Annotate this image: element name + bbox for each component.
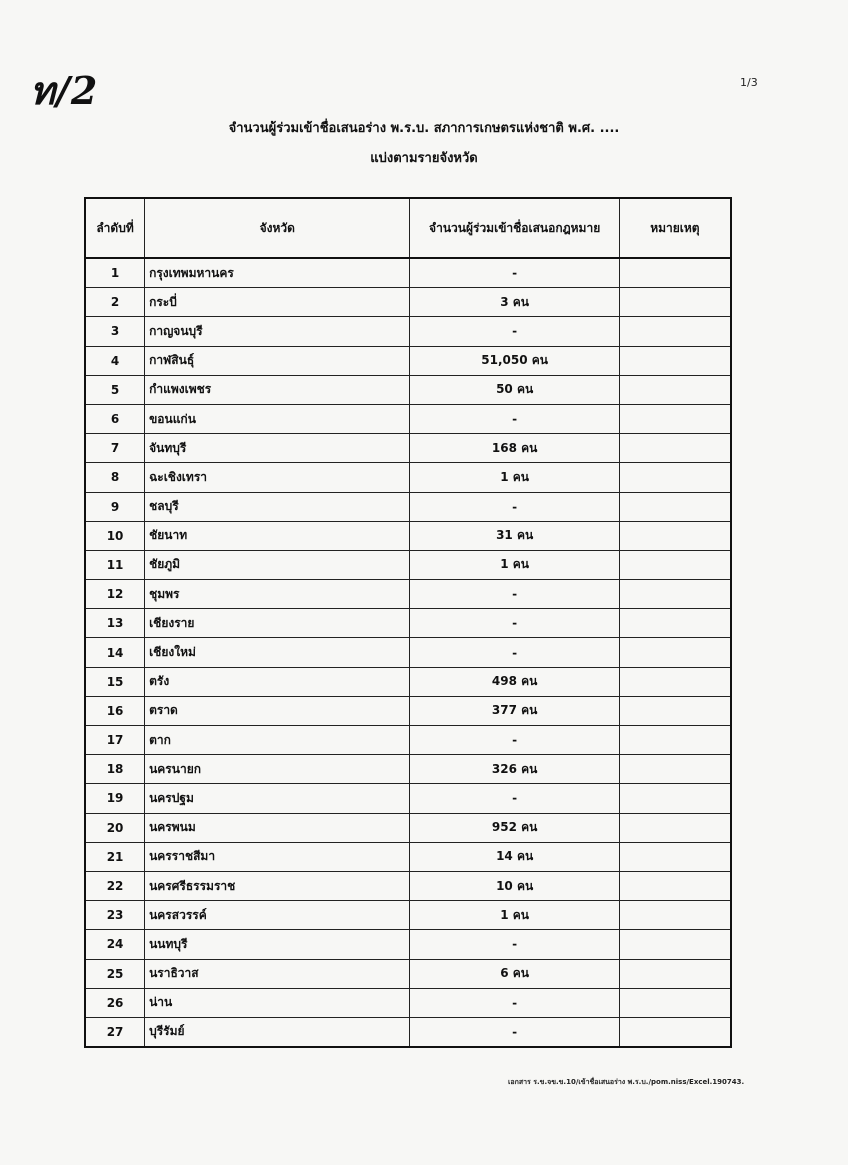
row-count: 1 คน xyxy=(410,901,619,930)
table-row xyxy=(85,492,731,521)
table-row xyxy=(85,288,731,317)
table-body xyxy=(85,258,731,1047)
row-remark xyxy=(619,492,731,521)
table-row xyxy=(85,521,731,550)
row-remark xyxy=(619,696,731,725)
row-province: นครนายก xyxy=(145,755,410,784)
row-remark xyxy=(619,667,731,696)
row-province: ขอนแก่น xyxy=(145,404,410,433)
table-row xyxy=(85,696,731,725)
row-province: นครปฐม xyxy=(145,784,410,813)
row-province: ตาก xyxy=(145,726,410,755)
row-remark xyxy=(619,580,731,609)
row-number: 17 xyxy=(85,726,145,755)
row-number: 25 xyxy=(85,959,145,988)
row-count: - xyxy=(410,317,619,346)
row-count: - xyxy=(410,988,619,1017)
row-count: - xyxy=(410,258,619,288)
row-number: 23 xyxy=(85,901,145,930)
table-header xyxy=(85,198,731,258)
row-province: ชลบุรี xyxy=(145,492,410,521)
row-remark xyxy=(619,346,731,375)
row-count: 326 คน xyxy=(410,755,619,784)
row-number: 14 xyxy=(85,638,145,667)
table-row xyxy=(85,638,731,667)
table-row xyxy=(85,901,731,930)
row-remark xyxy=(619,988,731,1017)
row-count: - xyxy=(410,784,619,813)
table-row xyxy=(85,988,731,1017)
row-remark xyxy=(619,550,731,579)
row-number: 20 xyxy=(85,813,145,842)
handwritten-mark: ท/2 xyxy=(30,68,99,113)
row-province: ตรัง xyxy=(145,667,410,696)
row-number: 9 xyxy=(85,492,145,521)
table-row xyxy=(85,609,731,638)
row-province: นครราชสีมา xyxy=(145,842,410,871)
row-remark xyxy=(619,375,731,404)
table-row xyxy=(85,463,731,492)
row-remark xyxy=(619,901,731,930)
document-subtitle: แบ่งตามรายจังหวัด xyxy=(370,151,478,166)
row-number: 3 xyxy=(85,317,145,346)
table-row xyxy=(85,375,731,404)
row-remark xyxy=(619,317,731,346)
row-province: น่าน xyxy=(145,988,410,1017)
row-number: 7 xyxy=(85,434,145,463)
row-province: กรุงเทพมหานคร xyxy=(145,258,410,288)
table-row xyxy=(85,755,731,784)
row-number: 1 xyxy=(85,258,145,288)
row-province: นราธิวาส xyxy=(145,959,410,988)
row-province: ชุมพร xyxy=(145,580,410,609)
table-row xyxy=(85,580,731,609)
row-province: กาฬสินธุ์ xyxy=(145,346,410,375)
row-province: เชียงราย xyxy=(145,609,410,638)
row-number: 13 xyxy=(85,609,145,638)
table-row xyxy=(85,726,731,755)
row-count: 498 คน xyxy=(410,667,619,696)
row-number: 26 xyxy=(85,988,145,1017)
row-province: นครพนม xyxy=(145,813,410,842)
row-province: กระบี่ xyxy=(145,288,410,317)
row-province: ฉะเชิงเทรา xyxy=(145,463,410,492)
row-remark xyxy=(619,258,731,288)
page-number: 1/3 xyxy=(740,76,758,89)
row-province: นครสวรรค์ xyxy=(145,901,410,930)
row-number: 19 xyxy=(85,784,145,813)
row-remark xyxy=(619,755,731,784)
table-row xyxy=(85,258,731,288)
table-row xyxy=(85,346,731,375)
row-number: 2 xyxy=(85,288,145,317)
row-number: 6 xyxy=(85,404,145,433)
row-number: 12 xyxy=(85,580,145,609)
row-province: เชียงใหม่ xyxy=(145,638,410,667)
row-province: จันทบุรี xyxy=(145,434,410,463)
table-row xyxy=(85,1017,731,1047)
row-remark xyxy=(619,609,731,638)
row-count: 1 คน xyxy=(410,463,619,492)
row-remark xyxy=(619,871,731,900)
row-remark xyxy=(619,959,731,988)
row-number: 22 xyxy=(85,871,145,900)
row-remark xyxy=(619,930,731,959)
table-header-row xyxy=(85,198,731,258)
row-count: - xyxy=(410,930,619,959)
table-row xyxy=(85,667,731,696)
row-count: 50 คน xyxy=(410,375,619,404)
row-province: กำแพงเพชร xyxy=(145,375,410,404)
row-count: - xyxy=(410,1017,619,1047)
row-number: 8 xyxy=(85,463,145,492)
row-remark xyxy=(619,842,731,871)
table-row xyxy=(85,550,731,579)
row-number: 24 xyxy=(85,930,145,959)
row-count: 14 คน xyxy=(410,842,619,871)
row-remark xyxy=(619,1017,731,1047)
row-number: 18 xyxy=(85,755,145,784)
header-remark: หมายเหตุ xyxy=(619,198,731,258)
header-province: จังหวัด xyxy=(145,198,410,258)
row-remark xyxy=(619,404,731,433)
table-row xyxy=(85,404,731,433)
row-remark xyxy=(619,521,731,550)
table-row xyxy=(85,813,731,842)
row-number: 16 xyxy=(85,696,145,725)
row-remark xyxy=(619,784,731,813)
header-count: จำนวนผู้ร่วมเข้าชื่อเสนอกฎหมาย xyxy=(410,198,619,258)
row-count: - xyxy=(410,404,619,433)
table-row xyxy=(85,871,731,900)
row-count: - xyxy=(410,726,619,755)
row-number: 21 xyxy=(85,842,145,871)
row-province: บุรีรัมย์ xyxy=(145,1017,410,1047)
row-province: นครศรีธรรมราช xyxy=(145,871,410,900)
province-table xyxy=(84,197,732,1048)
row-count: - xyxy=(410,638,619,667)
row-count: 377 คน xyxy=(410,696,619,725)
row-province: ตราด xyxy=(145,696,410,725)
row-number: 15 xyxy=(85,667,145,696)
table-row xyxy=(85,317,731,346)
row-remark xyxy=(619,434,731,463)
row-count: 51,050 คน xyxy=(410,346,619,375)
row-province: กาญจนบุรี xyxy=(145,317,410,346)
row-remark xyxy=(619,813,731,842)
table-row xyxy=(85,784,731,813)
row-remark xyxy=(619,288,731,317)
row-count: 1 คน xyxy=(410,550,619,579)
header-no: ลำดับที่ xyxy=(85,198,145,258)
document-title: จำนวนผู้ร่วมเข้าชื่อเสนอร่าง พ.ร.บ. สภาการเกษตรแห่งชาติ พ.ศ. .... xyxy=(228,121,620,136)
row-province: ชัยนาท xyxy=(145,521,410,550)
row-count: - xyxy=(410,492,619,521)
row-number: 27 xyxy=(85,1017,145,1047)
row-remark xyxy=(619,638,731,667)
table-row xyxy=(85,959,731,988)
row-province: ชัยภูมิ xyxy=(145,550,410,579)
row-count: 6 คน xyxy=(410,959,619,988)
row-number: 11 xyxy=(85,550,145,579)
table-row xyxy=(85,434,731,463)
row-count: 10 คน xyxy=(410,871,619,900)
table-row xyxy=(85,930,731,959)
row-count: 952 คน xyxy=(410,813,619,842)
footer-reference: เอกสาร ร.ข.จข.ข.10/เข้าชื่อเสนอร่าง พ.ร.บ./pom.niss/Excel.190743. xyxy=(508,1078,745,1086)
row-count: 3 คน xyxy=(410,288,619,317)
row-number: 4 xyxy=(85,346,145,375)
row-count: - xyxy=(410,580,619,609)
row-province: นนทบุรี xyxy=(145,930,410,959)
table-row xyxy=(85,842,731,871)
row-number: 5 xyxy=(85,375,145,404)
row-number: 10 xyxy=(85,521,145,550)
row-count: 168 คน xyxy=(410,434,619,463)
row-remark xyxy=(619,726,731,755)
row-count: 31 คน xyxy=(410,521,619,550)
row-count: - xyxy=(410,609,619,638)
row-remark xyxy=(619,463,731,492)
